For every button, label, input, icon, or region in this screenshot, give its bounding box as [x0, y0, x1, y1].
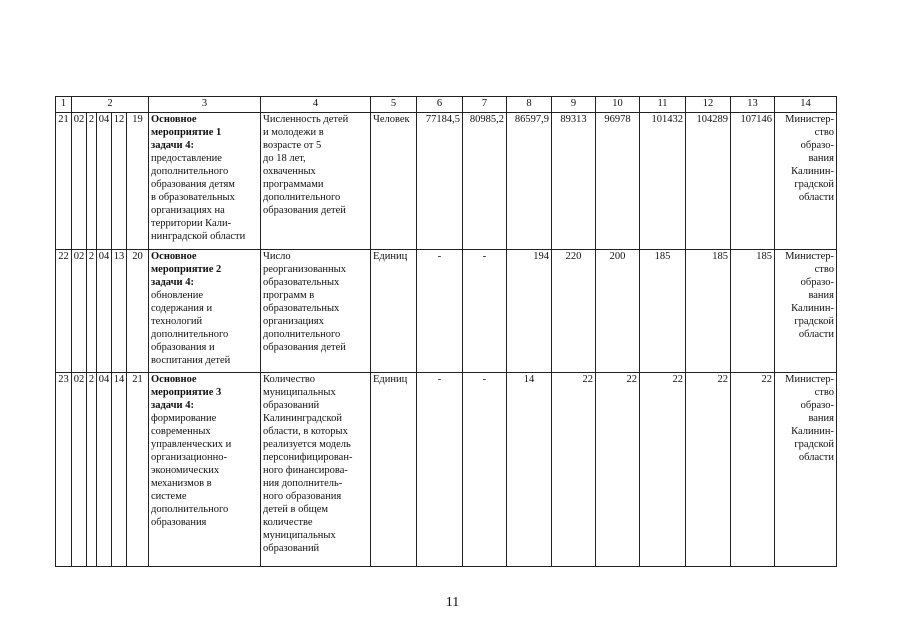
header-col-5: 5 — [371, 97, 417, 113]
header-col-9: 9 — [552, 97, 596, 113]
unit-cell: Человек — [371, 113, 417, 250]
code-cell: 20 — [127, 250, 149, 373]
activity-description: обновление содержания и технологий дополнительного образования и воспитания детей — [151, 290, 231, 366]
row-number: 23 — [56, 373, 72, 567]
code-cell: 14 — [112, 373, 127, 567]
value-cell: 22 — [596, 373, 640, 567]
executor-cell — [775, 373, 837, 567]
value-cell: 14 — [507, 373, 552, 567]
executor-text: Министер- ство образо- вания Калинин- градской области — [785, 374, 834, 463]
activity-title: Основное мероприятие 2 задачи 4: — [151, 251, 222, 288]
value-cell: 220 — [552, 250, 596, 373]
code-cell: 2 — [87, 373, 97, 567]
value-cell: 101432 — [640, 113, 686, 250]
value-cell: 185 — [686, 250, 731, 373]
value-cell: 200 — [596, 250, 640, 373]
header-col-3: 3 — [149, 97, 261, 113]
value-cell: 107146 — [731, 113, 775, 250]
header-col-8: 8 — [507, 97, 552, 113]
code-cell: 2 — [87, 113, 97, 250]
value-cell: 22 — [640, 373, 686, 567]
value-cell: 80985,2 — [463, 113, 507, 250]
value-cell: 77184,5 — [417, 113, 463, 250]
value-cell: 89313 — [552, 113, 596, 250]
table-row — [56, 113, 837, 250]
row-number: 21 — [56, 113, 72, 250]
code-cell: 12 — [112, 113, 127, 250]
executor-cell — [775, 250, 837, 373]
value-cell: 185 — [731, 250, 775, 373]
code-cell: 04 — [97, 113, 112, 250]
value-cell: 194 — [507, 250, 552, 373]
value-cell: 104289 — [686, 113, 731, 250]
header-row — [56, 97, 837, 113]
value-cell: 22 — [731, 373, 775, 567]
unit-cell: Единиц — [371, 250, 417, 373]
executor-cell — [775, 113, 837, 250]
header-col-12: 12 — [686, 97, 731, 113]
activity-title: Основное мероприятие 1 задачи 4: — [151, 114, 222, 151]
indicator-text: Количество муниципальных образований Калининградской области, в которых реализуется модель персонифицирован- ного финансирова- ния дополнитель- ного образования детей в общем количестве муниципальных образований — [263, 374, 353, 554]
code-cell: 21 — [127, 373, 149, 567]
value-cell: 96978 — [596, 113, 640, 250]
activity-title: Основное мероприятие 3 задачи 4: — [151, 374, 222, 411]
activity-cell — [149, 250, 261, 373]
code-cell: 04 — [97, 373, 112, 567]
value-cell: - — [463, 373, 507, 567]
activity-cell — [149, 373, 261, 567]
activity-description: формирование современных управленческих и организационно- экономических механизмов в системе дополнительного образования — [151, 413, 232, 528]
indicator-text: Численность детей и молодежи в возрасте от 5 до 18 лет, охваченных программами дополнительного образования детей — [263, 114, 349, 216]
value-cell: - — [417, 250, 463, 373]
executor-text: Министер- ство образо- вания Калинин- градской области — [785, 114, 834, 203]
code-cell: 02 — [72, 250, 87, 373]
table-row — [56, 373, 837, 567]
indicator-cell — [261, 113, 371, 250]
activity-cell — [149, 113, 261, 250]
code-cell: 02 — [72, 373, 87, 567]
indicator-cell — [261, 373, 371, 567]
code-cell: 2 — [87, 250, 97, 373]
header-col-6: 6 — [417, 97, 463, 113]
program-table — [55, 96, 837, 567]
code-cell: 04 — [97, 250, 112, 373]
header-col-13: 13 — [731, 97, 775, 113]
header-col-14: 14 — [775, 97, 837, 113]
header-col-2: 2 — [72, 97, 149, 113]
value-cell: 22 — [552, 373, 596, 567]
value-cell: 86597,9 — [507, 113, 552, 250]
indicator-cell — [261, 250, 371, 373]
header-col-10: 10 — [596, 97, 640, 113]
executor-text: Министер- ство образо- вания Калинин- градской области — [785, 251, 834, 340]
value-cell: - — [417, 373, 463, 567]
header-col-7: 7 — [463, 97, 507, 113]
table-row — [56, 250, 837, 373]
activity-description: предоставление дополнительного образования детям в образовательных организациях на территории Кали- нинградской области — [151, 153, 246, 242]
page-number: 11 — [445, 595, 460, 610]
indicator-text: Число реорганизованных образовательных программ в образовательных организациях дополнительного образования детей — [263, 251, 346, 353]
value-cell: - — [463, 250, 507, 373]
code-cell: 19 — [127, 113, 149, 250]
value-cell: 22 — [686, 373, 731, 567]
header-col-11: 11 — [640, 97, 686, 113]
row-number: 22 — [56, 250, 72, 373]
header-col-1: 1 — [56, 97, 72, 113]
unit-cell: Единиц — [371, 373, 417, 567]
value-cell: 185 — [640, 250, 686, 373]
header-col-4: 4 — [261, 97, 371, 113]
code-cell: 13 — [112, 250, 127, 373]
code-cell: 02 — [72, 113, 87, 250]
